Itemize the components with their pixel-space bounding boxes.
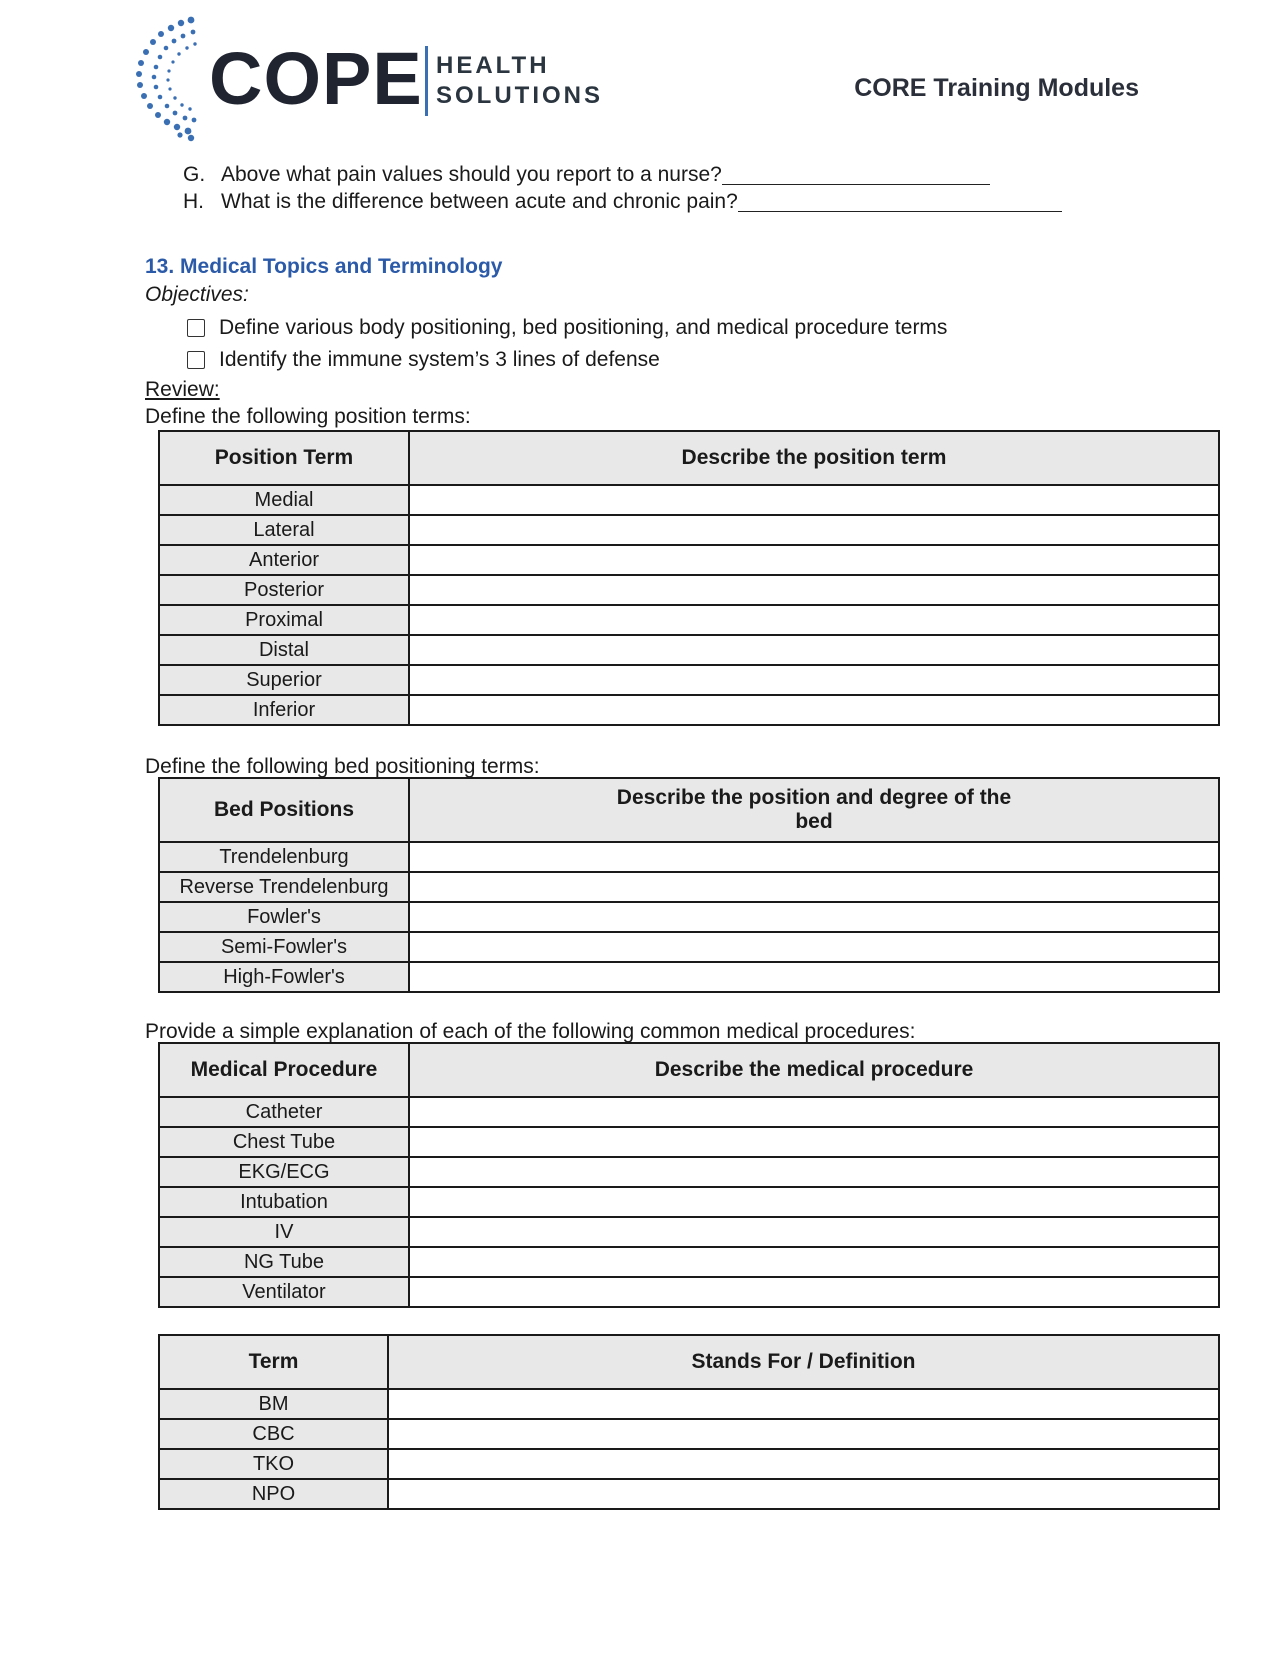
answer-cell[interactable] [388,1449,1219,1479]
objective-item [187,349,660,370]
answer-cell[interactable] [409,515,1219,545]
answer-cell[interactable] [409,1157,1219,1187]
table-cell-term: Distal [159,635,409,665]
review-label: Review: [145,378,220,401]
table-cell-term: TKO [159,1449,388,1479]
position-table-intro: Define the following position terms: [145,405,471,428]
question-letter: H. [183,190,204,213]
table-cell-term: Lateral [159,515,409,545]
table-cell-term: Posterior [159,575,409,605]
answer-cell[interactable] [409,1277,1219,1307]
table-cell-term: Semi-Fowler's [159,932,409,962]
term-abbreviations-table [158,1334,1220,1510]
question-h [183,191,1062,212]
question-text: Above what pain values should you report to a nurse? [221,163,722,186]
answer-cell[interactable] [409,575,1219,605]
table-header: Medical Procedure [159,1043,409,1097]
table-cell-term: Intubation [159,1187,409,1217]
table-cell-term: High-Fowler's [159,962,409,992]
table-cell-term: Chest Tube [159,1127,409,1157]
procedure-table-intro: Provide a simple explanation of each of the following common medical procedures: [145,1020,916,1043]
answer-cell[interactable] [409,1187,1219,1217]
objective-text: Identify the immune system’s 3 lines of defense [219,348,660,371]
answer-cell[interactable] [388,1479,1219,1509]
table-cell-term: Anterior [159,545,409,575]
answer-cell[interactable] [409,1127,1219,1157]
answer-blank[interactable] [722,166,990,185]
dotted-arc-icon [133,14,213,144]
answer-cell[interactable] [409,545,1219,575]
answer-cell[interactable] [409,1247,1219,1277]
table-header: Describe the medical procedure [409,1043,1219,1097]
logo-divider [425,46,428,116]
table-header: Bed Positions [159,778,409,842]
table-cell-term: Proximal [159,605,409,635]
table-cell-term: NG Tube [159,1247,409,1277]
bed-table-intro: Define the following bed positioning terms: [145,755,540,778]
answer-cell[interactable] [409,932,1219,962]
table-cell-term: Superior [159,665,409,695]
table-header: Position Term [159,431,409,485]
objectives-label: Objectives: [145,283,249,306]
header-title: CORE Training Modules [854,74,1139,102]
section-title: 13. Medical Topics and Terminology [145,255,503,278]
cope-logo [133,14,604,144]
answer-cell[interactable] [388,1389,1219,1419]
answer-cell[interactable] [409,605,1219,635]
table-cell-term: CBC [159,1419,388,1449]
table-cell-term: Inferior [159,695,409,725]
answer-cell[interactable] [409,635,1219,665]
objective-item [187,317,947,338]
medical-procedures-table [158,1042,1220,1308]
table-cell-term: Ventilator [159,1277,409,1307]
answer-cell[interactable] [409,485,1219,515]
answer-cell[interactable] [409,665,1219,695]
answer-cell[interactable] [409,872,1219,902]
question-text: What is the difference between acute and chronic pain? [221,190,738,213]
table-cell-term: BM [159,1389,388,1419]
logo-wordmark: COPE [209,37,423,120]
table-cell-term: Catheter [159,1097,409,1127]
answer-cell[interactable] [409,695,1219,725]
logo-line-solutions: SOLUTIONS [436,82,604,109]
table-header [409,778,1219,842]
table-cell-term: Fowler's [159,902,409,932]
logo-line-health: HEALTH [436,52,550,79]
answer-cell[interactable] [409,1097,1219,1127]
table-cell-term: Medial [159,485,409,515]
answer-blank[interactable] [738,193,1062,212]
checkbox[interactable] [187,319,205,337]
table-cell-term: NPO [159,1479,388,1509]
answer-cell[interactable] [409,962,1219,992]
table-cell-term: EKG/ECG [159,1157,409,1187]
table-cell-term: Reverse Trendelenburg [159,872,409,902]
table-header: Term [159,1335,388,1389]
question-letter: G. [183,163,206,186]
position-terms-table [158,430,1220,726]
objective-text: Define various body positioning, bed positioning, and medical procedure terms [219,316,948,339]
bed-positions-table [158,777,1220,993]
answer-cell[interactable] [388,1419,1219,1449]
table-header: Describe the position term [409,431,1219,485]
table-cell-term: IV [159,1217,409,1247]
table-cell-term: Trendelenburg [159,842,409,872]
answer-cell[interactable] [409,1217,1219,1247]
answer-cell[interactable] [409,902,1219,932]
table-header: Stands For / Definition [388,1335,1219,1389]
answer-cell[interactable] [409,842,1219,872]
table-header-text: Describe the position and degree of the bed [616,785,1012,833]
checkbox[interactable] [187,351,205,369]
question-g [183,164,990,185]
